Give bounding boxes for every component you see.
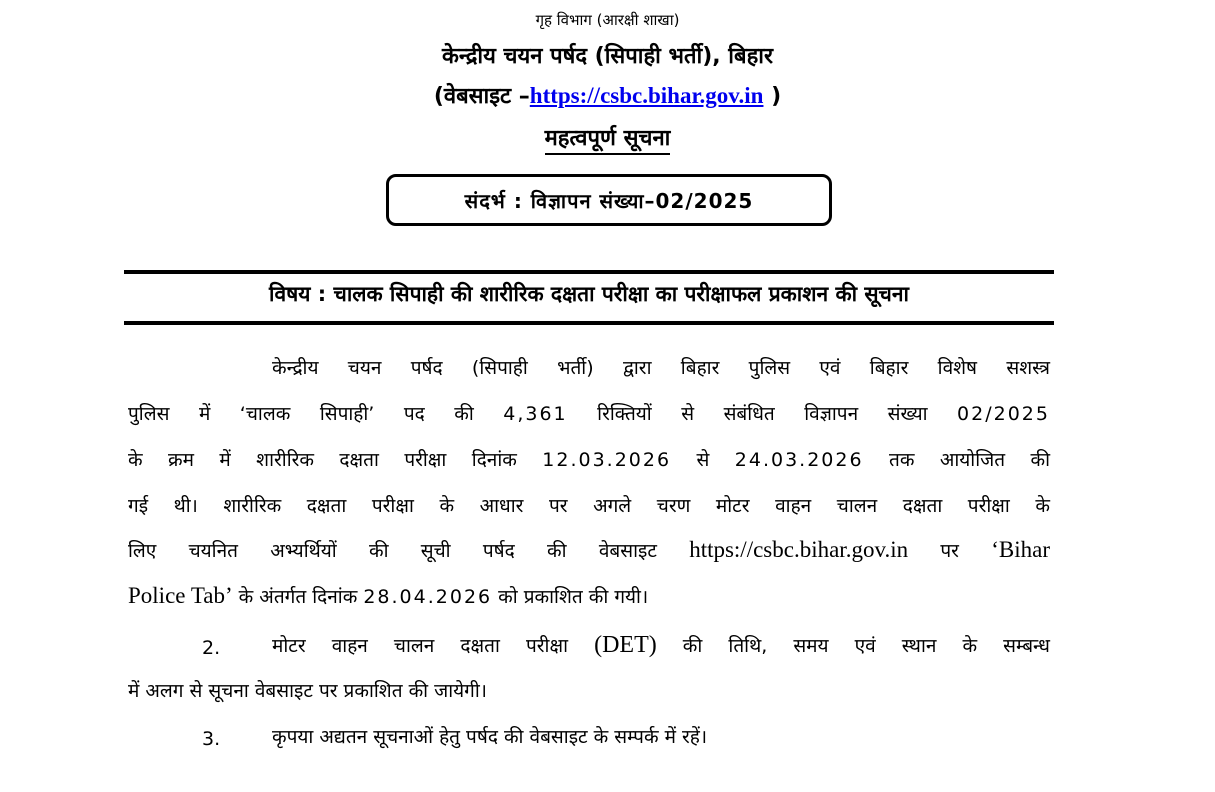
subject-rule-top [124,270,1054,274]
website-link[interactable]: https://csbc.bihar.gov.in [529,83,764,108]
reference-text: संदर्भ : विज्ञापन संख्या–02/2025 [464,188,754,213]
para3-line1: कृपया अद्यतन सूचनाओं हेतु पर्षद की वेबसाइट के सम्पर्क में रहें। [272,726,708,748]
para1-line2-text-b: रिक्तियों से संबंधित विज्ञापन संख्या [567,403,958,425]
para2-number: 2. [202,637,221,659]
para3-number: 3. [202,728,221,750]
para1-line6 [128,583,1050,609]
para2-line1-text-a: मोटर वाहन चालन दक्षता परीक्षा [272,635,595,657]
tab-name-start: ‘Bihar [991,537,1050,562]
website-prefix: (वेबसाइट – [433,84,530,109]
department-heading: गृह विभाग (आरक्षी शाखा) [535,11,680,29]
para1-line3-text-b: से [671,449,735,471]
website-suffix: ) [763,84,782,109]
para2-line2: में अलग से सूचना वेबसाइट पर प्रकाशित की जायेगी। [128,680,488,702]
para1-line3-text-c: तक आयोजित की [863,449,1051,471]
body-website-url: https://csbc.bihar.gov.in [689,537,909,562]
vacancy-count: 4,361 [503,403,568,425]
subject-rule-bottom [124,321,1054,325]
organization-heading: केन्द्रीय चयन पर्षद (सिपाही भर्ती), बिहार [442,44,773,69]
para1-line3-text-a: के क्रम में शारीरिक दक्षता परीक्षा दिनांक [128,449,543,471]
para1-line4: गई थी। शारीरिक दक्षता परीक्षा के आधार पर अगले चरण मोटर वाहन चालन दक्षता परीक्षा के [128,495,1050,517]
det-abbreviation: (DET) [594,632,657,658]
reference-box [386,174,832,226]
para1-line5-text-b: पर [908,540,992,562]
para1-line1: केन्द्रीय चयन पर्षद (सिपाही भर्ती) द्वारा बिहार पुलिस एवं बिहार विशेष सशस्त्र [272,357,1050,379]
advertisement-number: 02/2025 [957,403,1050,425]
notice-title-text: महत्वपूर्ण सूचना [545,126,671,155]
para1-line5-text-a: लिए चयनित अभ्यर्थियों की सूची पर्षद की वेबसाइट [128,540,690,562]
para1-line6-text-a: के अंतर्गत दिनांक [232,586,364,608]
subject-line: विषय : चालक सिपाही की शारीरिक दक्षता परीक्षा का परीक्षाफल प्रकाशन की सूचना [269,282,909,306]
publish-date: 28.04.2026 [363,586,493,608]
para2-line1 [272,632,1050,659]
end-date: 24.03.2026 [734,449,864,471]
notice-title [0,122,1215,152]
para1-line5 [128,537,1050,563]
para1-line2 [128,400,1050,426]
para2-line1-text-b: की तिथि, समय एवं स्थान के सम्बन्ध [656,635,1050,657]
para1-line2-text-a: पुलिस में ‘चालक सिपाही’ पद की [128,403,504,425]
website-line [0,80,1215,110]
start-date: 12.03.2026 [542,449,672,471]
tab-name-end: Police Tab’ [128,583,233,608]
para1-line3 [128,446,1050,472]
para1-line6-text-b: को प्रकाशित की गयी। [492,586,649,608]
